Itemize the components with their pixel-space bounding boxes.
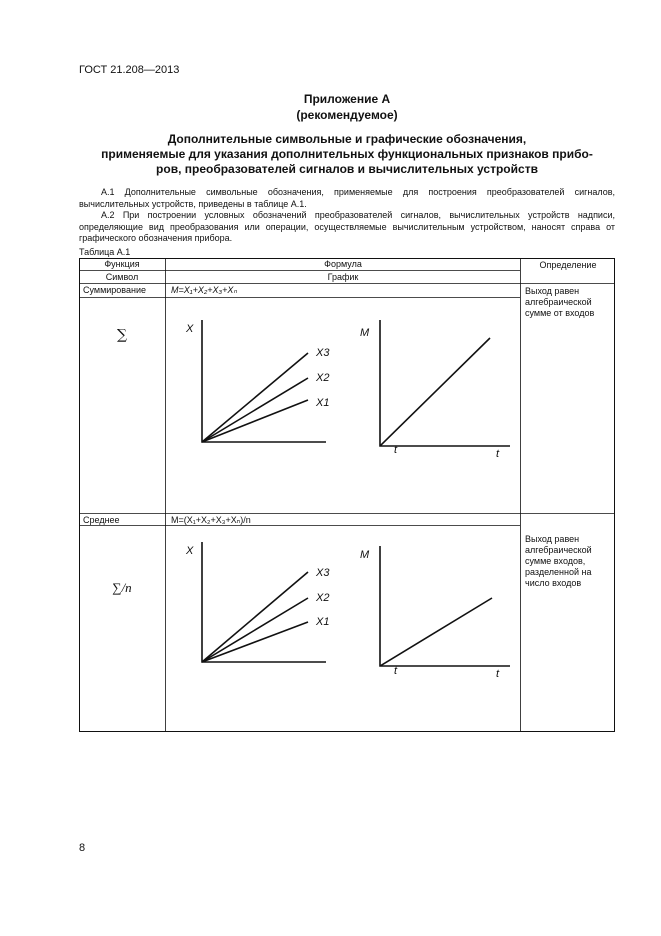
line-label-x1: X1 xyxy=(316,616,330,628)
sum-symbol: ∑ xyxy=(117,327,127,343)
axis-label-t: t xyxy=(394,665,398,677)
graph-line-x3 xyxy=(202,572,308,662)
axis-label-x: X xyxy=(186,545,194,557)
axis-label-m: M xyxy=(360,549,370,561)
axis-label-m: M xyxy=(360,327,370,339)
row-definition: Выход равен алгебраической сумме от входов xyxy=(525,286,595,318)
line-label-x3: X3 xyxy=(316,567,330,579)
line-label-x2: X2 xyxy=(316,372,330,384)
table-a1 xyxy=(79,258,615,732)
graph-axes-inputs xyxy=(202,320,326,442)
axis-label-t2: t xyxy=(496,668,500,680)
header-symbol: Символ xyxy=(105,272,139,282)
graph-mean xyxy=(166,526,520,731)
row-formula: M=(X₁+X₂+X₃+Xₙ)/n xyxy=(171,515,251,525)
graph-line-x1 xyxy=(202,622,308,662)
graph-line-output xyxy=(380,338,490,446)
row-function: Среднее xyxy=(83,515,120,525)
line-label-x1: X1 xyxy=(316,397,330,409)
header-formula: Формула xyxy=(324,259,362,269)
page-number: 8 xyxy=(79,842,86,854)
row-formula: M=X₁+X₂+X₃+Xₙ xyxy=(171,285,237,295)
document-header: ГОСТ 21.208—2013 xyxy=(79,64,180,76)
appendix-subtitle: (рекомендуемое) xyxy=(296,108,398,122)
line-label-x3: X3 xyxy=(316,347,330,359)
graph-axes-output xyxy=(380,546,510,666)
paragraph-a1: А.1 Дополнительные символьные обозначения, применяемые для построения преобразователей сигналов, вычислительных устройств, приведены в таблице А.1. xyxy=(79,187,615,209)
paragraph-a2: А.2 При построении условных обозначений преобразователей сигналов, вычислительных устройств надписи, определяющие вид преобразования или операции, осуществляемые вычислительным устройством, наносят справа от графического обозначения прибора. xyxy=(79,210,615,243)
graph-line-x3 xyxy=(202,353,308,442)
section-title xyxy=(79,132,615,177)
graph-line-x1 xyxy=(202,400,308,442)
axis-label-x: X xyxy=(186,323,194,335)
axis-label-t2: t xyxy=(496,448,500,460)
header-definition: Определение xyxy=(539,260,597,270)
graph-line-x2 xyxy=(202,598,308,662)
table-caption: Таблица А.1 xyxy=(79,247,131,257)
header-graph: График xyxy=(327,272,359,282)
axis-label-t: t xyxy=(394,444,398,456)
section-title-line: ров, преобразователей сигналов и вычислительных устройств xyxy=(156,162,538,176)
graph-sum xyxy=(166,298,520,512)
graph-axes-inputs xyxy=(202,542,326,662)
row-definition: Выход равен алгебраической сумме входов, разделенной на число входов xyxy=(525,534,592,588)
line-label-x2: X2 xyxy=(316,592,330,604)
mean-symbol: ∑/n xyxy=(112,580,132,595)
header-function: Функция xyxy=(104,259,140,269)
appendix-title: Приложение А xyxy=(303,92,391,106)
section-title-line: Дополнительные символьные и графические обозначения, xyxy=(167,132,527,146)
row-function: Суммирование xyxy=(83,285,146,295)
section-title-line: применяемые для указания дополнительных функциональных признаков прибо- xyxy=(101,147,593,161)
graph-line-x2 xyxy=(202,378,308,442)
graph-line-output xyxy=(380,598,492,666)
